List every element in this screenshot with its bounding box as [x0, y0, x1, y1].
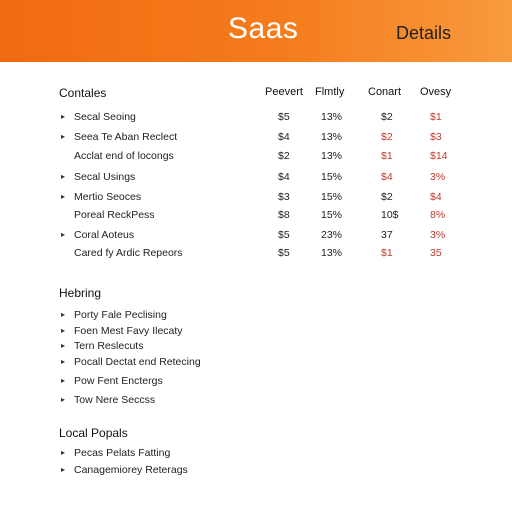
hebring-heading: Hebring	[59, 286, 102, 300]
cell-ovesy: 8%	[430, 209, 446, 221]
chevron-right-icon: ▸	[61, 448, 66, 457]
cell-flmtly: 13%	[321, 247, 343, 259]
cell-conart: $2	[381, 111, 393, 123]
chevron-right-icon: ▸	[61, 357, 66, 366]
list-item-label: Foen Mest Favy Ilecaty	[74, 325, 183, 337]
chevron-right-icon[interactable]: ▸	[61, 112, 66, 121]
list-item-label: Porty Fale Peclising	[74, 309, 167, 321]
column-header-1: Peevert	[265, 86, 303, 98]
cell-peevert: $5	[278, 229, 290, 241]
table-row[interactable]	[0, 129, 512, 147]
list-item[interactable]	[0, 323, 512, 339]
cell-ovesy: 35	[430, 247, 442, 259]
table-row[interactable]	[0, 109, 512, 127]
cell-flmtly: 15%	[321, 171, 343, 183]
cell-ovesy: $4	[430, 191, 442, 203]
cell-peevert: $5	[278, 247, 290, 259]
table-row[interactable]	[0, 207, 512, 225]
list-item[interactable]	[0, 354, 512, 370]
list-item[interactable]	[0, 338, 512, 354]
chevron-right-icon: ▸	[61, 395, 66, 404]
list-item[interactable]	[0, 462, 512, 478]
row-label: Cared fy Ardic Repeors	[74, 247, 183, 259]
column-header-2: Flmtly	[315, 86, 345, 98]
chevron-right-icon: ▸	[61, 465, 66, 474]
chevron-right-icon: ▸	[61, 326, 66, 335]
cell-ovesy: $1	[430, 111, 442, 123]
local-heading: Local Popals	[59, 426, 128, 440]
cell-flmtly: 15%	[321, 191, 343, 203]
cell-peevert: $2	[278, 150, 290, 162]
cell-flmtly: 15%	[321, 209, 343, 221]
chevron-right-icon: ▸	[61, 310, 66, 319]
cell-flmtly: 13%	[321, 131, 343, 143]
cell-flmtly: 13%	[321, 150, 343, 162]
list-item-label: Pecas Pelats Fatting	[74, 447, 171, 459]
app-header	[0, 0, 512, 62]
details-link[interactable]: Details	[396, 23, 452, 43]
cell-conart: 37	[381, 229, 393, 241]
row-label: Mertio Seoces	[74, 191, 142, 203]
list-item-label: Pow Fent Enctergs	[74, 375, 163, 387]
row-label: Coral Aoteus	[74, 229, 135, 241]
list-item[interactable]	[0, 373, 512, 389]
chevron-right-icon: ▸	[61, 341, 66, 350]
cell-conart: $1	[381, 150, 393, 162]
cell-conart: $4	[381, 171, 393, 183]
chevron-right-icon[interactable]: ▸	[61, 192, 66, 201]
list-item[interactable]	[0, 445, 512, 461]
list-item-label: Tow Nere Seccss	[74, 394, 156, 406]
column-header-3: Conart	[368, 86, 402, 98]
app-title: Saas	[228, 12, 299, 45]
cell-peevert: $5	[278, 111, 290, 123]
table-row[interactable]	[0, 245, 512, 263]
cell-flmtly: 13%	[321, 111, 343, 123]
column-header-4: Ovesy	[420, 86, 452, 98]
chevron-right-icon[interactable]: ▸	[61, 230, 66, 239]
cell-ovesy: 3%	[430, 229, 446, 241]
table-row[interactable]	[0, 169, 512, 187]
row-label: Seea Te Aban Reclect	[74, 131, 178, 143]
list-item-label: Canagemiorey Reterags	[74, 464, 188, 476]
cell-conart: $2	[381, 191, 393, 203]
list-item-label: Tern Reslecuts	[74, 340, 144, 352]
list-item-label: Pocall Dectat end Retecing	[74, 356, 201, 368]
row-label: Poreal ReckPess	[74, 209, 155, 221]
cell-flmtly: 23%	[321, 229, 343, 241]
cell-peevert: $3	[278, 191, 290, 203]
chevron-right-icon[interactable]: ▸	[61, 172, 66, 181]
cell-conart: 10$	[381, 209, 399, 221]
list-item[interactable]	[0, 307, 512, 323]
row-label: Acclat end of locongs	[74, 150, 174, 162]
cell-peevert: $4	[278, 131, 290, 143]
cell-ovesy: $3	[430, 131, 442, 143]
cell-conart: $2	[381, 131, 393, 143]
cell-peevert: $4	[278, 171, 290, 183]
chevron-right-icon: ▸	[61, 376, 66, 385]
cell-ovesy: 3%	[430, 171, 446, 183]
row-label: Secal Usings	[74, 171, 136, 183]
cell-ovesy: $14	[430, 150, 448, 162]
chevron-right-icon[interactable]: ▸	[61, 132, 66, 141]
cell-peevert: $8	[278, 209, 290, 221]
table-row[interactable]	[0, 148, 512, 166]
list-item[interactable]	[0, 392, 512, 408]
table-row[interactable]	[0, 227, 512, 245]
cell-conart: $1	[381, 247, 393, 259]
row-label: Secal Seoing	[74, 111, 136, 123]
table-heading: Contales	[59, 86, 107, 100]
table-row[interactable]	[0, 189, 512, 207]
